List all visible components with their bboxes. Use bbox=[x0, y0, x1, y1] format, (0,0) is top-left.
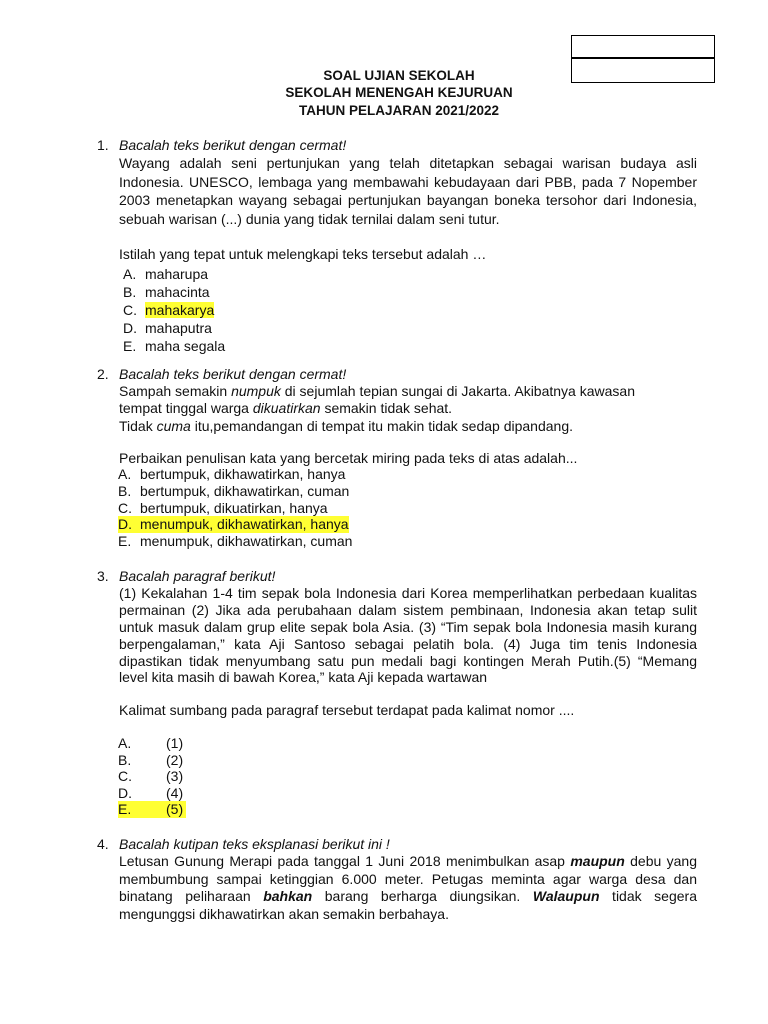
answer-highlight: menumpuk, dikhawatirkan, hanya bbox=[140, 516, 349, 533]
option-d[interactable]: D. menumpuk, dikhawatirkan, hanya bbox=[118, 516, 349, 533]
option-d[interactable]: D. mahaputra bbox=[123, 320, 212, 336]
answer-highlight: (5) bbox=[166, 801, 184, 817]
option-c[interactable]: C. (3) bbox=[118, 768, 184, 784]
option-b[interactable]: B. (2) bbox=[118, 751, 184, 768]
question-number: 4. bbox=[97, 836, 109, 852]
question-number: 2. bbox=[97, 366, 109, 382]
options-list bbox=[123, 265, 225, 355]
question-prompt: Kalimat sumbang pada paragraf tersebut terdapat pada kalimat nomor .... bbox=[119, 702, 575, 719]
question-body bbox=[119, 137, 697, 263]
question-prompt: Perbaikan penulisan kata yang bercetak miring pada teks di atas adalah... bbox=[119, 449, 578, 466]
options-list bbox=[118, 735, 198, 818]
question-prompt: Istilah yang tepat untuk melengkapi teks tersebut adalah … bbox=[119, 246, 487, 263]
passage-line-2: tempat tinggal warga dikuatirkan semakin tidak sehat. bbox=[119, 400, 453, 417]
score-box-top bbox=[571, 35, 715, 58]
question-instruction: Bacalah paragraf berikut! bbox=[119, 568, 276, 584]
question-body bbox=[119, 836, 697, 923]
option-e[interactable]: E. maha segala bbox=[123, 338, 226, 354]
option-c[interactable]: C. bertumpuk, dikuatirkan, hanya bbox=[118, 499, 328, 516]
question-instruction: Bacalah teks berikut dengan cermat! bbox=[119, 366, 347, 382]
question-number: 1. bbox=[97, 137, 109, 153]
question-body bbox=[119, 568, 697, 719]
option-c[interactable]: C. mahakarya bbox=[123, 302, 215, 318]
options-list bbox=[118, 466, 352, 550]
option-d[interactable]: D. (4) bbox=[118, 784, 184, 801]
question-body bbox=[119, 366, 697, 467]
passage-text: Letusan Gunung Merapi pada tanggal 1 Juni 2018 menimbulkan asap maupun debu yang membumbung sampai ketinggian 6.000 meter. Petugas meminta agar warga desa dan binatang peliharaan bahkan barang berharga diungsikan. Walaupun tidak segera mengunggsi dikhawatirkan akan semakin berbahaya. bbox=[119, 853, 697, 922]
passage-text: Wayang adalah seni pertunjukan yang telah ditetapkan sebagai warisan budaya asli Indonesia. UNESCO, lembaga yang membawahi kebudayaan dari PBB, pada 7 Nopember 2003 menetapkan wayang sebagai pertunjukan bayangan boneka tersohor dari Indonesia, sebuah warisan (...) dunia yang tidak ternilai dalam seni tutur. bbox=[119, 155, 697, 227]
question-instruction: Bacalah kutipan teks eksplanasi berikut ini ! bbox=[119, 836, 390, 852]
option-b[interactable]: B. bertumpuk, dikhawatirkan, cuman bbox=[118, 482, 350, 499]
school-name: SEKOLAH MENENGAH KEJURUAN bbox=[285, 85, 513, 100]
option-a[interactable]: A. bertumpuk, dikhawatirkan, hanya bbox=[118, 466, 346, 482]
passage-text: (1) Kekalahan 1-4 tim sepak bola Indonesia dari Korea memperlihatkan perbedaan kualitas permainan (2) Jika ada perubahaan dalam sistem pembinaan, Indonesia akan tetap sulit untuk masuk dalam grup elite sepak bola Asia. (3) “Tim sepak bola Indonesia masih kurang berpengalaman,” kata Aji Santoso sebagai pelatih bola. (4) Juga tim tenis Indonesia dipastikan tidak menyumbang satu pun medali bagi kontingen Merah Putih.(5) “Memang level kita masih di bawah Korea,” kata Aji kepada wartawan bbox=[119, 584, 697, 686]
passage-line-1: Sampah semakin numpuk di sejumlah tepian sungai di Jakarta. Akibatnya kawasan bbox=[119, 383, 635, 400]
question-number: 3. bbox=[97, 568, 109, 584]
answer-highlight: mahakarya bbox=[145, 302, 215, 318]
option-a[interactable]: A. maharupa bbox=[123, 266, 209, 282]
option-e[interactable]: E. (5) bbox=[118, 801, 186, 818]
option-b[interactable]: B. mahacinta bbox=[123, 284, 210, 300]
exam-title: SOAL UJIAN SEKOLAH bbox=[323, 68, 475, 83]
passage-line-3: Tidak cuma itu,pemandangan di tempat itu makin tidak sedap dipandang. bbox=[119, 417, 573, 434]
academic-year: TAHUN PELAJARAN 2021/2022 bbox=[298, 103, 500, 118]
option-e[interactable]: E. menumpuk, dikhawatirkan, cuman bbox=[118, 533, 353, 550]
option-a[interactable]: A. (1) bbox=[118, 735, 184, 751]
question-instruction: Bacalah teks berikut dengan cermat! bbox=[119, 137, 347, 153]
